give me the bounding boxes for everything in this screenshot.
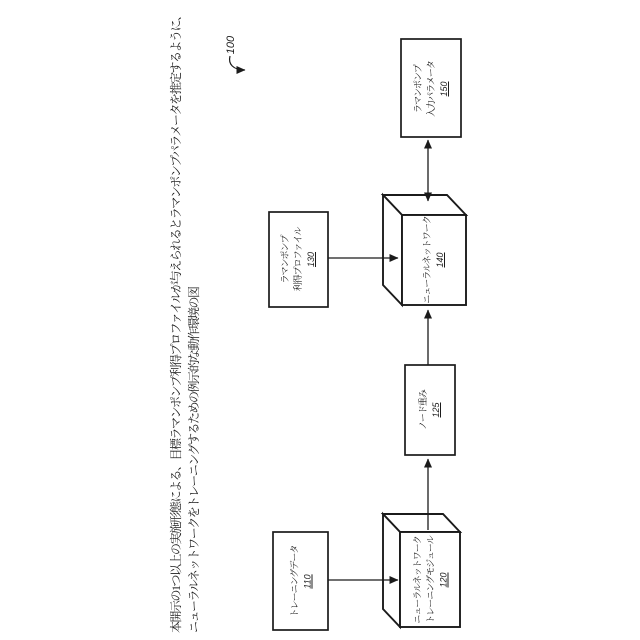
node-training-module-text-1: ニューラルネットワーク bbox=[411, 535, 422, 624]
node-weights-text: ノード重み bbox=[418, 390, 428, 430]
node-input-parameters-number: 150 bbox=[438, 81, 449, 97]
node-training-module-label bbox=[400, 532, 460, 627]
node-neural-network-number: 140 bbox=[435, 252, 445, 268]
node-gain-profile-label bbox=[269, 212, 328, 307]
node-weights-number: 125 bbox=[431, 402, 441, 418]
node-training-data-number: 110 bbox=[301, 573, 312, 589]
figure-caption bbox=[167, 5, 203, 633]
reference-100-leader-arrow bbox=[230, 56, 245, 70]
node-input-parameters-text-2: 入力パラメータ bbox=[425, 61, 436, 117]
node-training-data-text: トレーニングデータ bbox=[288, 545, 299, 617]
node-training-module-number: 120 bbox=[437, 571, 448, 588]
figure-caption-line-1: 本開示の1つ以上の実施形態による、目標ラマンポンプ利得プロファイルが与えられるとラマンポンプパラメータを推定するように、 bbox=[169, 10, 183, 633]
node-neural-network-text: ニューラルネットワーク bbox=[422, 216, 432, 304]
node-training-data-label bbox=[273, 532, 328, 630]
node-weights-label bbox=[405, 365, 455, 455]
figure-caption-line-2: ニューラルネットワークをトレーニングするための例示的な動作環境の図 bbox=[187, 287, 201, 633]
node-gain-profile-text-2: 利得プロファイル bbox=[293, 227, 303, 292]
node-gain-profile-number: 130 bbox=[306, 251, 316, 268]
node-input-parameters-text-1: ラマンポンプ bbox=[412, 65, 423, 114]
node-neural-network-label bbox=[402, 215, 466, 305]
node-training-module-text-2: トレーニングモジュール bbox=[424, 535, 435, 624]
figure-reference-number: 100 bbox=[225, 35, 237, 55]
node-gain-profile-text-1: ラマンポンプ bbox=[280, 235, 290, 284]
node-input-parameters-label bbox=[401, 40, 461, 138]
